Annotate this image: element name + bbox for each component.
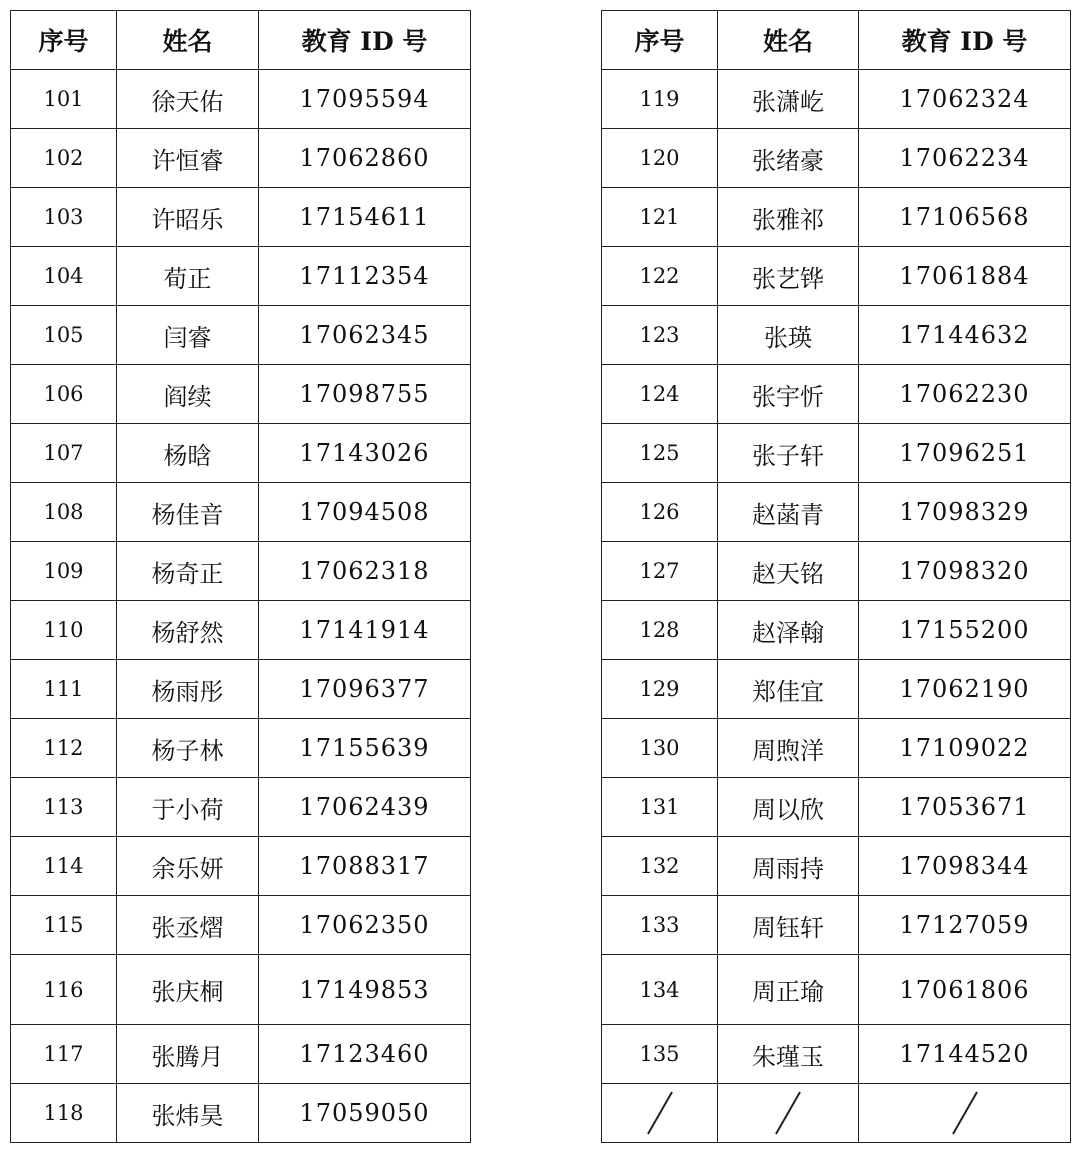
name-cell: 张庆桐 xyxy=(117,955,259,1025)
edu-id-cell: 17106568 xyxy=(859,188,1071,247)
edu-id-cell: 17098320 xyxy=(859,542,1071,601)
seq-cell: 127 xyxy=(602,542,718,601)
seq-cell: 120 xyxy=(602,129,718,188)
seq-cell: 125 xyxy=(602,424,718,483)
seq-cell: 128 xyxy=(602,601,718,660)
name-cell: 周正瑜 xyxy=(718,955,859,1025)
table-row xyxy=(602,247,1071,306)
table-row xyxy=(602,660,1071,719)
seq-cell: 119 xyxy=(602,70,718,129)
seq-cell: 132 xyxy=(602,837,718,896)
name-cell: 赵天铭 xyxy=(718,542,859,601)
edu-id-cell: 17062350 xyxy=(259,896,471,955)
name-cell: 张子轩 xyxy=(718,424,859,483)
name-cell: 张宇忻 xyxy=(718,365,859,424)
seq-cell: 109 xyxy=(11,542,117,601)
edu-id-cell: 17061884 xyxy=(859,247,1071,306)
table-row xyxy=(602,188,1071,247)
name-cell: 许昭乐 xyxy=(117,188,259,247)
name-cell: 张雅祁 xyxy=(718,188,859,247)
name-cell: 闫睿 xyxy=(117,306,259,365)
seq-cell: 133 xyxy=(602,896,718,955)
table-row xyxy=(11,306,471,365)
edu-id-cell: 17154611 xyxy=(259,188,471,247)
edu-id-cell: 17141914 xyxy=(259,601,471,660)
table-row xyxy=(11,542,471,601)
table-row xyxy=(11,837,471,896)
table-row xyxy=(11,601,471,660)
seq-cell: 121 xyxy=(602,188,718,247)
seq-cell: 129 xyxy=(602,660,718,719)
table-row xyxy=(11,365,471,424)
header-seq: 序号 xyxy=(11,11,117,70)
table-row xyxy=(602,896,1071,955)
seq-cell: 118 xyxy=(11,1084,117,1143)
slash-mark xyxy=(768,1088,808,1138)
name-cell: 张炜昊 xyxy=(117,1084,259,1143)
name-cell: 杨子林 xyxy=(117,719,259,778)
name-cell: 杨舒然 xyxy=(117,601,259,660)
roster-table-left xyxy=(10,10,471,1143)
name-cell: 杨晗 xyxy=(117,424,259,483)
seq-cell: 124 xyxy=(602,365,718,424)
table-row xyxy=(602,719,1071,778)
seq-cell: 108 xyxy=(11,483,117,542)
seq-cell: 134 xyxy=(602,955,718,1025)
header-seq: 序号 xyxy=(602,11,718,70)
table-row xyxy=(602,483,1071,542)
table-row xyxy=(602,778,1071,837)
name-cell: 杨雨彤 xyxy=(117,660,259,719)
edu-id-cell: 17059050 xyxy=(259,1084,471,1143)
header-name: 姓名 xyxy=(117,11,259,70)
name-cell: 杨佳音 xyxy=(117,483,259,542)
table-row xyxy=(602,365,1071,424)
name-cell: 周雨持 xyxy=(718,837,859,896)
edu-id-cell: 17062190 xyxy=(859,660,1071,719)
seq-cell: 131 xyxy=(602,778,718,837)
edu-id-cell: 17088317 xyxy=(259,837,471,896)
seq-cell: 104 xyxy=(11,247,117,306)
seq-cell: 130 xyxy=(602,719,718,778)
table-row xyxy=(11,1025,471,1084)
seq-cell: 135 xyxy=(602,1025,718,1084)
name-cell: 周钰轩 xyxy=(718,896,859,955)
edu-id-cell: 17094508 xyxy=(259,483,471,542)
table-row xyxy=(11,129,471,188)
table-row xyxy=(11,1084,471,1143)
table-row xyxy=(11,70,471,129)
edu-id-cell: 17062318 xyxy=(259,542,471,601)
name-cell: 许恒睿 xyxy=(117,129,259,188)
edu-id-cell: 17149853 xyxy=(259,955,471,1025)
seq-cell: 112 xyxy=(11,719,117,778)
table-row xyxy=(602,837,1071,896)
name-cell: 张瑛 xyxy=(718,306,859,365)
seq-cell: 105 xyxy=(11,306,117,365)
seq-cell: 101 xyxy=(11,70,117,129)
seq-cell: 114 xyxy=(11,837,117,896)
table-row xyxy=(602,424,1071,483)
edu-id-cell: 17062439 xyxy=(259,778,471,837)
name-cell: 于小荷 xyxy=(117,778,259,837)
name-cell: 郑佳宜 xyxy=(718,660,859,719)
seq-cell: 115 xyxy=(11,896,117,955)
name-cell: 杨奇正 xyxy=(117,542,259,601)
table-row xyxy=(602,1025,1071,1084)
empty-cell-slash xyxy=(602,1084,718,1143)
table-row xyxy=(11,719,471,778)
edu-id-cell: 17155200 xyxy=(859,601,1071,660)
edu-id-cell: 17098329 xyxy=(859,483,1071,542)
edu-id-cell: 17144632 xyxy=(859,306,1071,365)
name-cell: 赵菡青 xyxy=(718,483,859,542)
edu-id-cell: 17096251 xyxy=(859,424,1071,483)
name-cell: 张腾月 xyxy=(117,1025,259,1084)
empty-cell-slash xyxy=(859,1084,1071,1143)
seq-cell: 116 xyxy=(11,955,117,1025)
edu-id-cell: 17112354 xyxy=(259,247,471,306)
edu-id-cell: 17062230 xyxy=(859,365,1071,424)
empty-cell-slash xyxy=(718,1084,859,1143)
header-edu-id: 教育 ID 号 xyxy=(259,11,471,70)
table-row xyxy=(11,188,471,247)
edu-id-cell: 17155639 xyxy=(259,719,471,778)
edu-id-cell: 17062345 xyxy=(259,306,471,365)
edu-id-cell: 17062860 xyxy=(259,129,471,188)
edu-id-cell: 17095594 xyxy=(259,70,471,129)
name-cell: 张艺铧 xyxy=(718,247,859,306)
name-cell: 荀正 xyxy=(117,247,259,306)
seq-cell: 111 xyxy=(11,660,117,719)
seq-cell: 117 xyxy=(11,1025,117,1084)
name-cell: 阎续 xyxy=(117,365,259,424)
header-edu-id: 教育 ID 号 xyxy=(859,11,1071,70)
table-row xyxy=(602,542,1071,601)
name-cell: 朱瑾玉 xyxy=(718,1025,859,1084)
table-row xyxy=(11,483,471,542)
name-cell: 余乐妍 xyxy=(117,837,259,896)
edu-id-cell: 17123460 xyxy=(259,1025,471,1084)
name-cell: 徐天佑 xyxy=(117,70,259,129)
table-row xyxy=(11,660,471,719)
edu-id-cell: 17062234 xyxy=(859,129,1071,188)
edu-id-cell: 17098344 xyxy=(859,837,1071,896)
table-row xyxy=(11,247,471,306)
slash-mark xyxy=(945,1088,985,1138)
header-name: 姓名 xyxy=(718,11,859,70)
table-row xyxy=(602,601,1071,660)
roster-table-right xyxy=(601,10,1071,1143)
seq-cell: 106 xyxy=(11,365,117,424)
table-row xyxy=(11,955,471,1025)
table-row xyxy=(602,306,1071,365)
edu-id-cell: 17143026 xyxy=(259,424,471,483)
table-row xyxy=(11,424,471,483)
edu-id-cell: 17109022 xyxy=(859,719,1071,778)
table-row xyxy=(11,896,471,955)
seq-cell: 103 xyxy=(11,188,117,247)
edu-id-cell: 17061806 xyxy=(859,955,1071,1025)
edu-id-cell: 17062324 xyxy=(859,70,1071,129)
seq-cell: 102 xyxy=(11,129,117,188)
edu-id-cell: 17053671 xyxy=(859,778,1071,837)
table-row xyxy=(602,129,1071,188)
seq-cell: 123 xyxy=(602,306,718,365)
name-cell: 张绪豪 xyxy=(718,129,859,188)
name-cell: 周煦洋 xyxy=(718,719,859,778)
seq-cell: 122 xyxy=(602,247,718,306)
table-row xyxy=(11,778,471,837)
table-row xyxy=(602,1084,1071,1143)
name-cell: 张潇屹 xyxy=(718,70,859,129)
header-row xyxy=(11,11,471,70)
edu-id-cell: 17144520 xyxy=(859,1025,1071,1084)
name-cell: 赵泽翰 xyxy=(718,601,859,660)
name-cell: 张丞熠 xyxy=(117,896,259,955)
table-row xyxy=(602,955,1071,1025)
name-cell: 周以欣 xyxy=(718,778,859,837)
edu-id-cell: 17098755 xyxy=(259,365,471,424)
seq-cell: 107 xyxy=(11,424,117,483)
seq-cell: 126 xyxy=(602,483,718,542)
edu-id-cell: 17127059 xyxy=(859,896,1071,955)
seq-cell: 110 xyxy=(11,601,117,660)
header-row xyxy=(602,11,1071,70)
slash-mark xyxy=(640,1088,680,1138)
table-row xyxy=(602,70,1071,129)
seq-cell: 113 xyxy=(11,778,117,837)
edu-id-cell: 17096377 xyxy=(259,660,471,719)
